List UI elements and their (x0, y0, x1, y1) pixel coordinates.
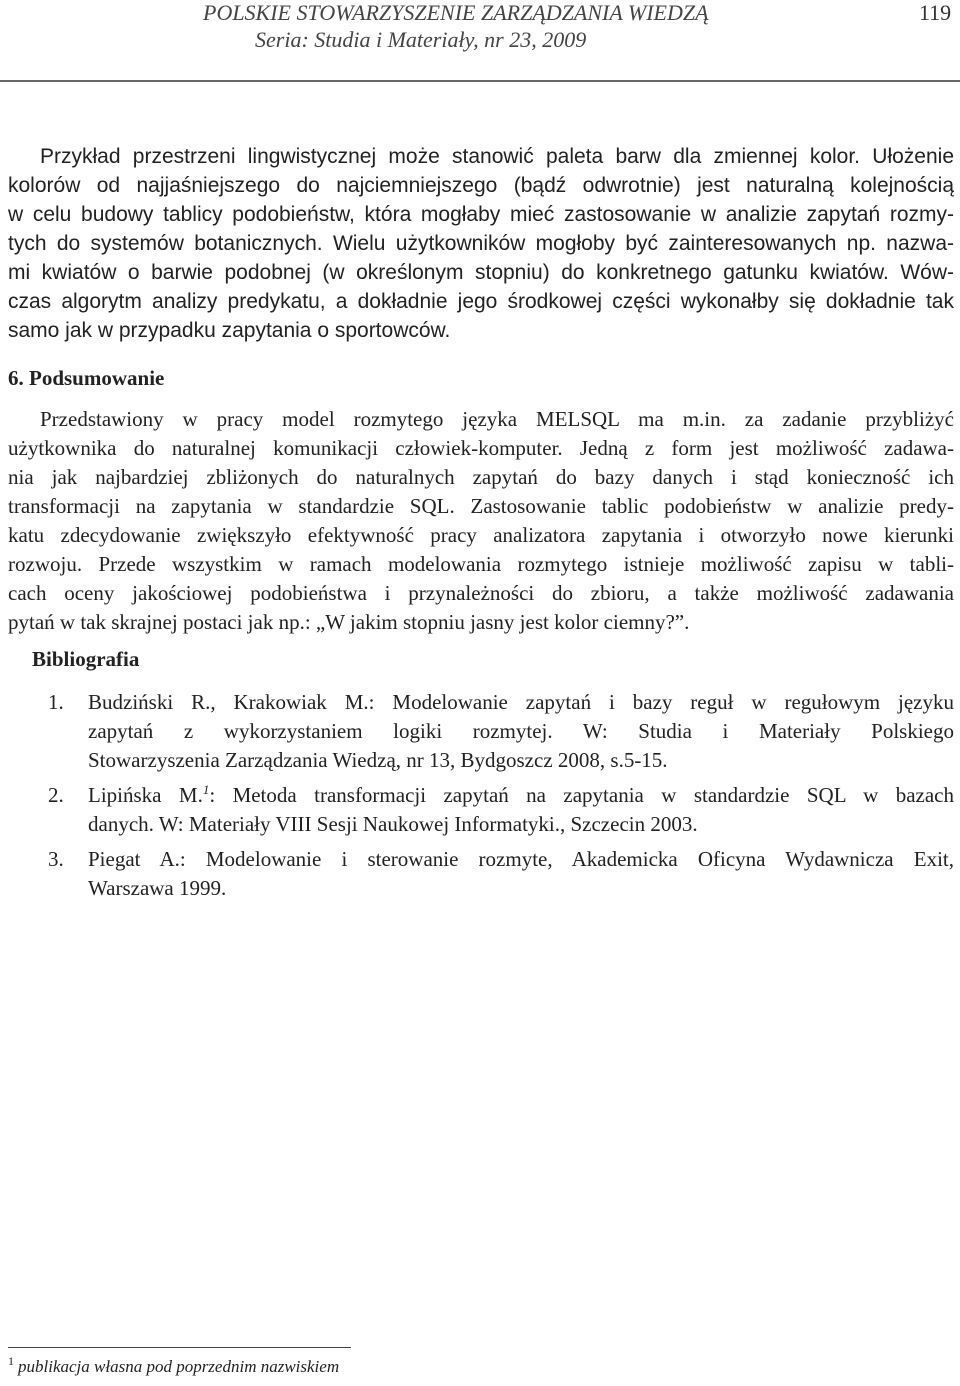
footnote-rule (8, 1347, 351, 1348)
bibliography-heading: Bibliografia (32, 647, 140, 671)
paragraph-line: rozwoju. Przede wszystkim w ramach modelowania rozmytego istnieje możliwość zapisu w tabli- (8, 552, 954, 576)
paragraph-line: cach oceny jakościowej podobieństwa i przynależności do zbioru, a także możliwość zadawania (8, 581, 954, 605)
paragraph-line: transformacji na zapytania w standardzie SQL. Zastosowanie tablic podobieństw w analizie predy- (8, 494, 954, 518)
paragraph-line: samo jak w przypadku zapytania o sportowców. (8, 319, 451, 342)
paragraph-line: Przedstawiony w pracy model rozmytego języka MELSQL ma m.in. za zadanie przybliżyć (40, 407, 954, 431)
header-rule (0, 80, 960, 82)
paragraph-line: mi kwiatów o barwie podobnej (w określonym stopniu) do konkretnego gatunku kwiatów. Wów- (8, 261, 954, 284)
bibliography-line: danych. W: Materiały VIII Sesji Naukowej Informatyki., Szczecin 2003. (88, 812, 698, 836)
series-title: Seria: Studia i Materiały, nr 23, 2009 (255, 27, 587, 52)
paragraph-line: nia jak najbardziej zbliżonych do naturalnych zapytań do bazy danych i stąd konieczność ich (8, 465, 954, 489)
footnote-text: publikacja własna pod poprzednim nazwiskiem (18, 1357, 340, 1376)
page-number: 119 (919, 0, 952, 25)
paragraph-line: tych do systemów botanicznych. Wielu użytkowników mogłoby być zainteresowanych np. nazwa- (8, 232, 954, 255)
bibliography-line: zapytań z wykorzystaniem logiki rozmytej. W: Studia i Materiały Polskiego (88, 719, 954, 743)
footnote (8, 1354, 340, 1377)
paragraph-line: użytkownika do naturalnej komunikacji człowiek-komputer. Jedną z form jest możliwość zadawa- (8, 436, 954, 460)
paragraph-line: w celu budowy tablicy podobieństw, która mogłaby mieć zastosowanie w analizie zapytań rozmy- (8, 203, 954, 226)
paragraph-line: czas algorytm analizy predykatu, a dokładnie jego środkowej części wykonałby się dokładnie tak (8, 290, 954, 313)
bibliography-item (48, 781, 954, 839)
bibliography-list (48, 688, 954, 903)
bibliography-line: Budziński R., Krakowiak M.: Modelowanie zapytań i bazy reguł w regułowym języku (88, 690, 954, 714)
bibliography-line-rest: : Metoda transformacji zapytań na zapytania w standardzie SQL w bazach (209, 783, 954, 807)
bibliography-item (48, 688, 954, 775)
footnote-mark: 1 (8, 1354, 14, 1369)
bibliography-line: Warszawa 1999. (88, 876, 227, 900)
bibliography-number: 1. (48, 690, 64, 714)
bibliography-item (48, 845, 954, 903)
section-heading: 6. Podsumowanie (8, 366, 165, 390)
bibliography-line: Piegat A.: Modelowanie i sterowanie rozmyte, Akademicka Oficyna Wydawnicza Exit, (88, 847, 954, 871)
bibliography-author: Lipińska M. (88, 783, 203, 807)
paragraph-line: kolorów od najjaśniejszego do najciemniejszego (bądź odwrotnie) jest naturalną kolejnością (8, 174, 954, 197)
paragraph-color-palette (8, 142, 954, 345)
bibliography-line: Stowarzyszenia Zarządzania Wiedzą, nr 13, Bydgoszcz 2008, s.5-15. (88, 748, 668, 772)
bibliography-line (88, 781, 954, 810)
paragraph-line: pytań w tak skrajnej postaci jak np.: „W jakim stopniu jasny jest kolor ciemny?”. (8, 610, 690, 634)
footnote-reference: 1 (202, 782, 210, 797)
bibliography-number: 3. (48, 847, 64, 871)
paragraph-line: katu zdecydowanie zwiększyło efektywność pracy analizatora zapytania i otworzyło nowe kierunki (8, 523, 954, 547)
paragraph-line: Przykład przestrzeni lingwistycznej może stanowić paleta barw dla zmiennej kolor. Ułożenie (40, 145, 954, 168)
journal-title: POLSKIE STOWARZYSZENIE ZARZĄDZANIA WIEDZĄ (203, 0, 709, 25)
bibliography-number: 2. (48, 783, 64, 807)
paragraph-summary (8, 405, 954, 637)
